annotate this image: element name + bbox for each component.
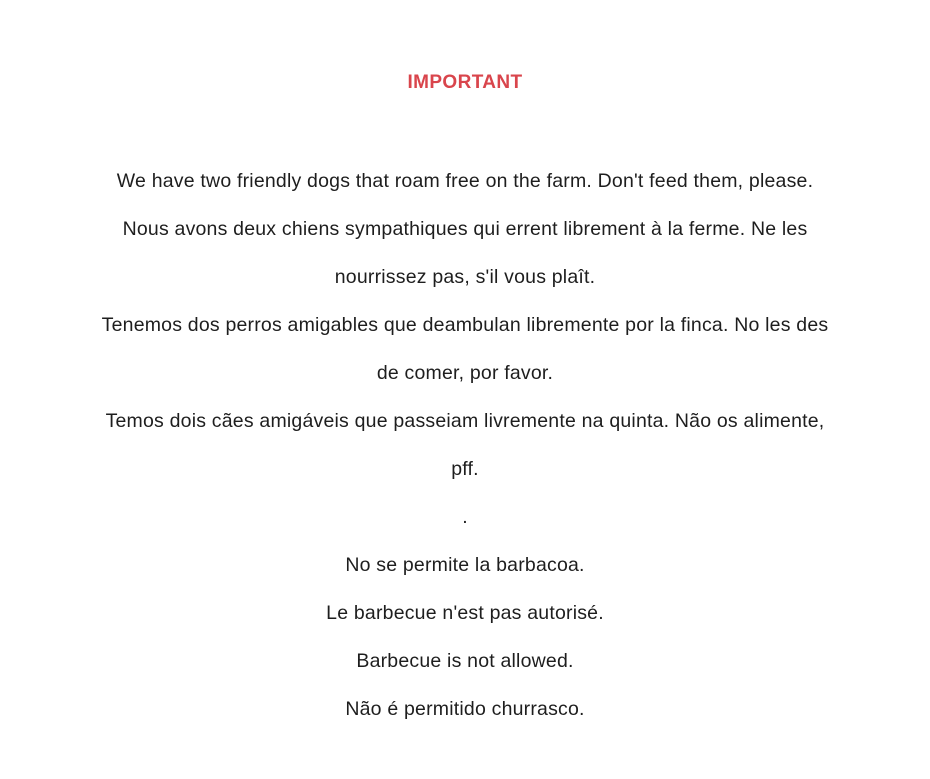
notice-body xyxy=(0,157,930,733)
notice-title: IMPORTANT xyxy=(407,72,523,93)
notice-line-separator-dot: . xyxy=(462,506,468,528)
notice-line-bbq-portuguese: Não é permitido churrasco. xyxy=(345,698,585,720)
notice-line-portuguese-dogs-1: Temos dois cães amigáveis que passeiam livremente na quinta. Não os alimente, xyxy=(105,410,825,432)
notice-line-bbq-french: Le barbecue n'est pas autorisé. xyxy=(326,602,604,624)
notice-line-french-dogs-2: nourrissez pas, s'il vous plaît. xyxy=(334,266,596,288)
notice-line-spanish-dogs-2: de comer, por favor. xyxy=(376,362,554,384)
notice-line-portuguese-dogs-2: pff. xyxy=(451,458,479,480)
notice-line-spanish-dogs-1: Tenemos dos perros amigables que deambulan libremente por la finca. No les des xyxy=(101,314,829,336)
notice-line-french-dogs-1: Nous avons deux chiens sympathiques qui errent librement à la ferme. Ne les xyxy=(122,218,808,240)
notice-line-english-dogs: We have two friendly dogs that roam free on the farm. Don't feed them, please. xyxy=(116,170,814,192)
notice-line-bbq-spanish: No se permite la barbacoa. xyxy=(345,554,585,576)
notice-line-bbq-english: Barbecue is not allowed. xyxy=(356,650,574,672)
